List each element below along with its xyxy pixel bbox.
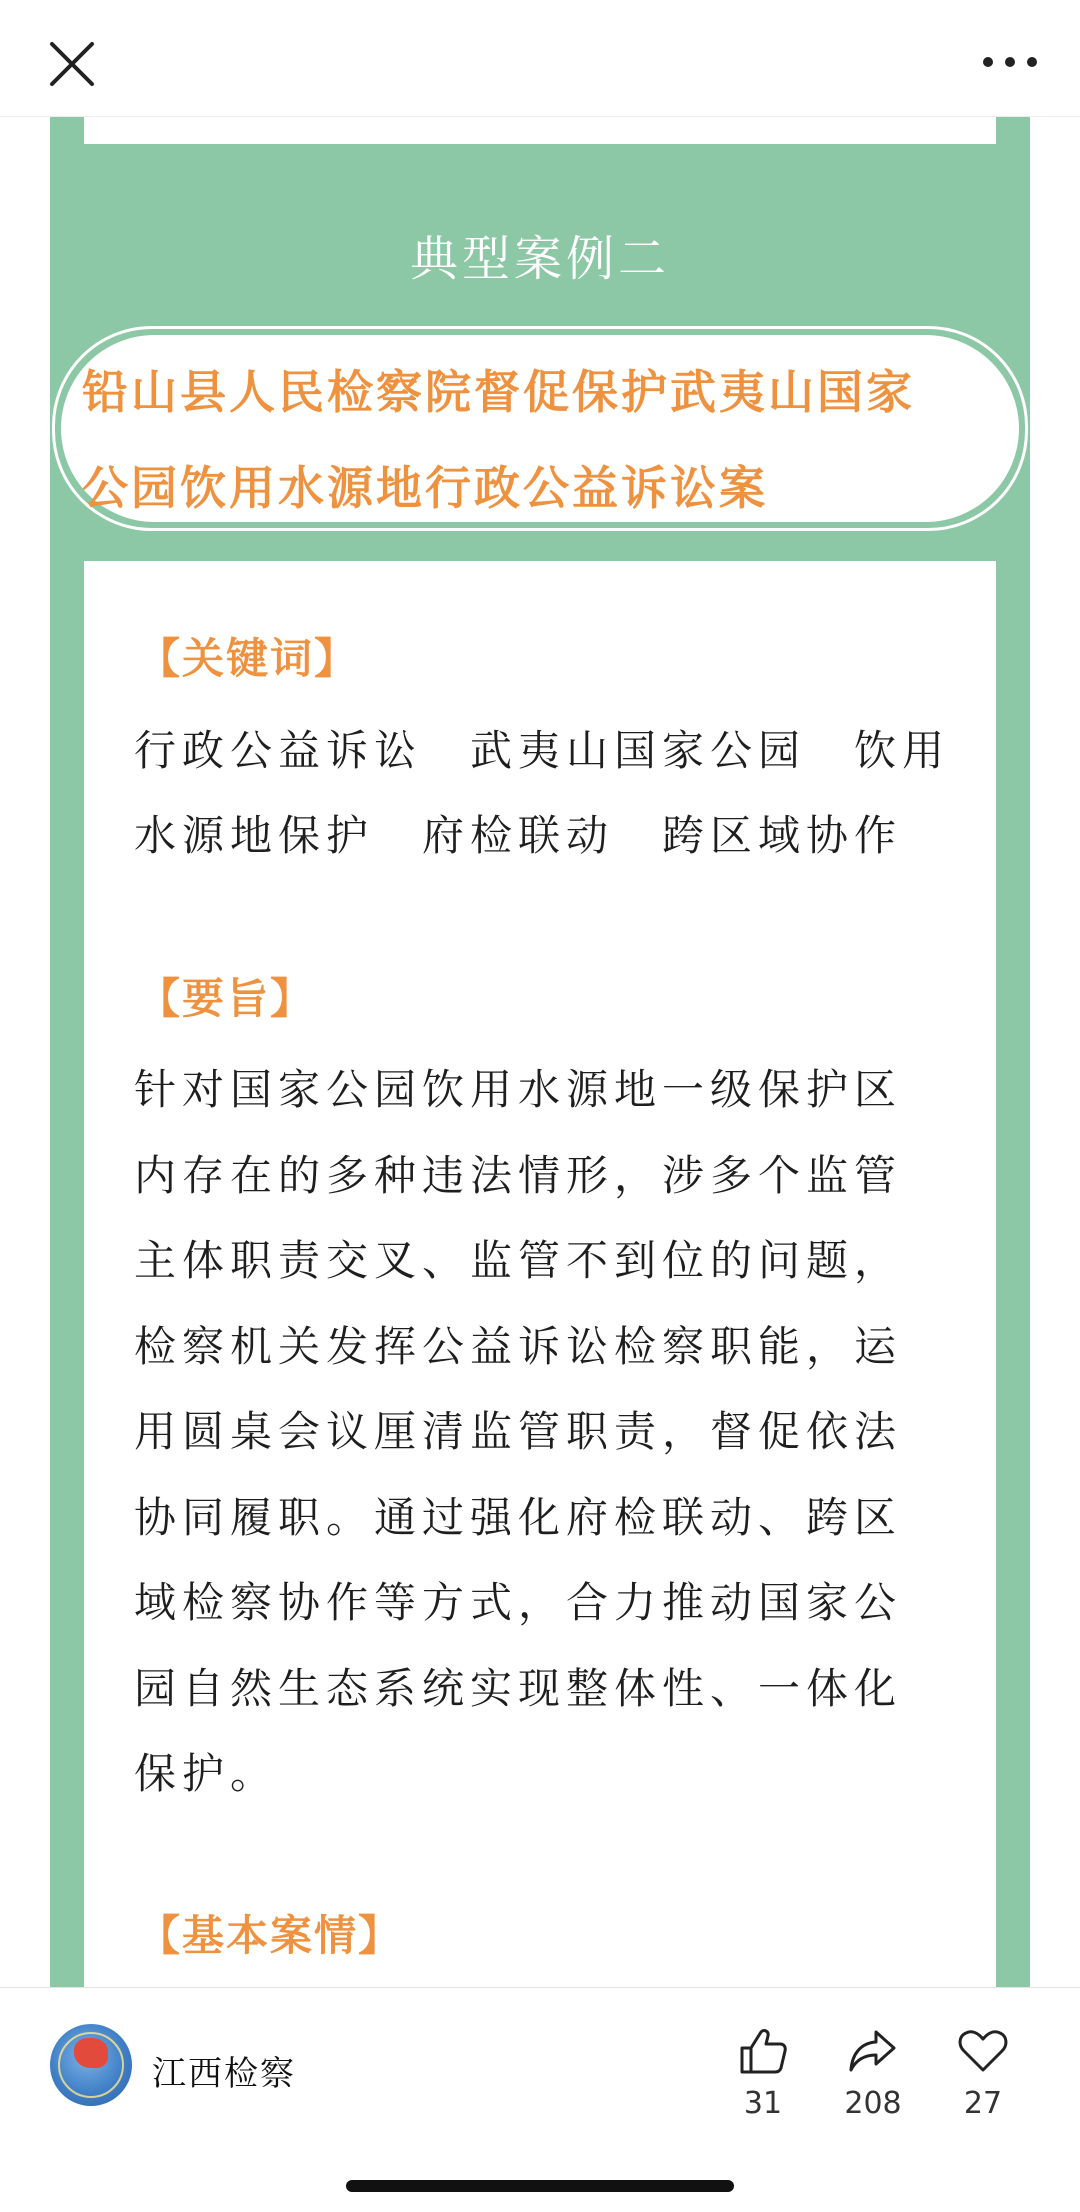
previous-section-card bbox=[84, 117, 996, 144]
like-count: 31 bbox=[743, 2086, 783, 2121]
summary-line: 协同履职。通过强化府检联动、跨区 bbox=[134, 1492, 903, 1542]
account-avatar[interactable] bbox=[50, 2024, 132, 2106]
keywords-text bbox=[134, 708, 954, 878]
summary-line: 用圆桌会议厘清监管职责，督促依法 bbox=[134, 1407, 903, 1456]
summary-text bbox=[134, 1047, 954, 1817]
summary-line: 内存在的多种违法情形，涉多个监管 bbox=[134, 1150, 903, 1200]
heart-icon bbox=[956, 2024, 1010, 2078]
share-button[interactable] bbox=[828, 2024, 918, 2121]
summary-line: 主体职责交叉、监管不到位的问题， bbox=[134, 1236, 903, 1285]
emblem-icon bbox=[74, 2038, 108, 2068]
share-count: 208 bbox=[844, 2086, 902, 2121]
summary-label: 【要旨】 bbox=[138, 974, 315, 1023]
close-icon bbox=[46, 38, 98, 90]
bottom-bar bbox=[0, 1987, 1080, 2212]
case-title-line: 公园饮用水源地行政公益诉讼案 bbox=[82, 461, 768, 515]
summary-line: 检察机关发挥公益诉讼检察职能，运 bbox=[134, 1321, 903, 1371]
favorite-button[interactable] bbox=[938, 2024, 1028, 2121]
basic-facts-label: 【基本案情】 bbox=[138, 1911, 403, 1960]
account-name[interactable]: 江西检察 bbox=[152, 2054, 296, 2094]
home-indicator[interactable] bbox=[346, 2180, 734, 2192]
thumbs-up-icon bbox=[736, 2024, 790, 2078]
summary-line: 针对国家公园饮用水源地一级保护区 bbox=[134, 1065, 903, 1114]
summary-line: 域检察协作等方式，合力推动国家公 bbox=[134, 1578, 903, 1627]
summary-line: 保护。 bbox=[134, 1749, 279, 1798]
keywords-label: 【关键词】 bbox=[138, 634, 359, 683]
summary-line: 园自然生态系统实现整体性、一体化 bbox=[134, 1663, 903, 1713]
keywords-line: 行政公益诉讼 武夷山国家公园 饮用 bbox=[134, 726, 951, 775]
more-button[interactable] bbox=[980, 42, 1040, 82]
like-button[interactable] bbox=[718, 2024, 808, 2121]
keywords-line: 水源地保护 府检联动 跨区域协作 bbox=[134, 811, 903, 860]
case-heading: 典型案例二 bbox=[409, 231, 670, 287]
top-bar bbox=[0, 0, 1080, 117]
more-dots-icon bbox=[980, 42, 1040, 82]
case-title bbox=[82, 344, 992, 536]
favorite-count: 27 bbox=[963, 2086, 1003, 2121]
close-button[interactable] bbox=[46, 38, 98, 90]
case-title-line: 铅山县人民检察院督促保护武夷山国家 bbox=[82, 365, 915, 419]
share-arrow-icon bbox=[846, 2024, 900, 2078]
